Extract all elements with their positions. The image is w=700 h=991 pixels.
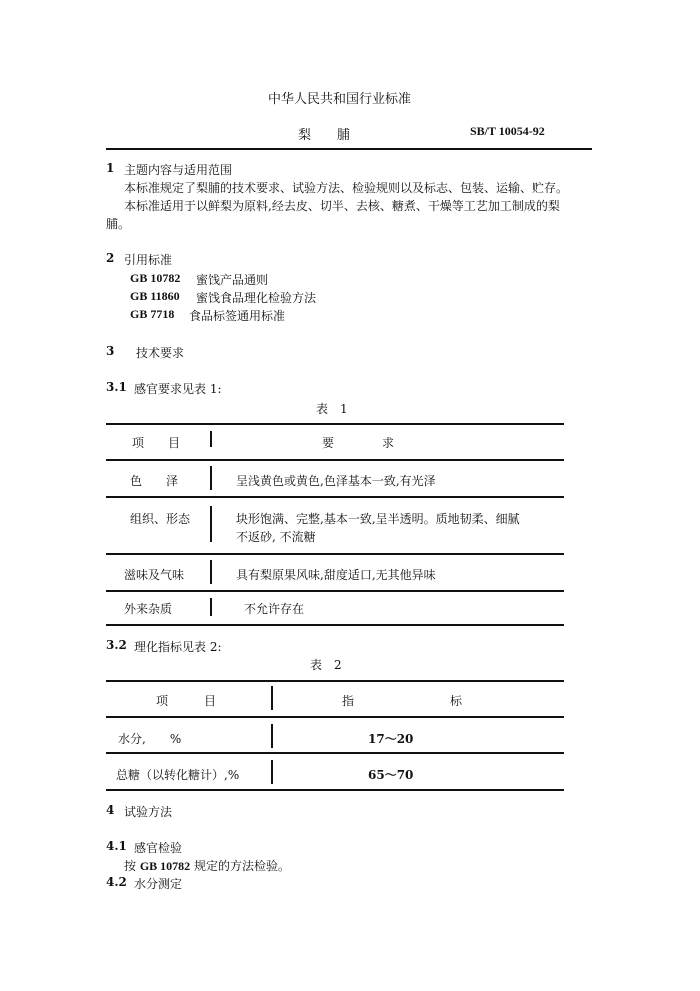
table-rule [106, 459, 564, 461]
standard-code: SB/T 10054-92 [470, 124, 545, 138]
section-4-number: 4 [106, 803, 115, 817]
table-1-head-item: 项 目 [132, 436, 181, 450]
section-3-1-number: 3.1 [106, 380, 127, 394]
section-3-1-text: 感官要求见表 1: [134, 382, 222, 396]
table-2-head-item: 项 目 [156, 694, 217, 708]
section-1-number: 1 [106, 161, 115, 175]
section-4-1-number: 4.1 [106, 839, 127, 853]
ref-code-inline: GB 10782 [139, 859, 191, 873]
table-cell-req: 呈浅黄色或黄色,色泽基本一致,有光泽 [236, 474, 436, 488]
table-rule [106, 624, 564, 626]
section-4-1-text [124, 857, 290, 874]
ref-code: GB 11860 [130, 289, 180, 303]
table-cell-item: 外来杂质 [124, 602, 173, 616]
section-4-1-title: 感官检验 [134, 841, 183, 855]
table-1-head-req: 要 求 [322, 436, 395, 450]
ref-code: GB 7718 [130, 307, 175, 321]
table-rule [106, 789, 564, 791]
text-pre: 按 [124, 859, 140, 873]
ref-name: 蜜饯产品通则 [196, 273, 269, 287]
section-1-title: 主题内容与适用范围 [124, 163, 233, 177]
section-4-2-number: 4.2 [106, 875, 127, 889]
section-3-2-text: 理化指标见表 2: [134, 640, 222, 654]
column-divider [271, 686, 273, 710]
document-title: 梨 脯 [298, 128, 351, 143]
table-rule [106, 716, 564, 718]
column-divider [271, 724, 273, 748]
table-rule [106, 423, 564, 425]
table-rule [106, 553, 564, 555]
table-2-head-val: 指 标 [342, 694, 463, 708]
table-rule [106, 590, 564, 592]
ref-name: 蜜饯食品理化检验方法 [196, 291, 317, 305]
table-cell-req: 不允许存在 [244, 602, 305, 616]
section-4-2-title: 水分测定 [134, 877, 183, 891]
table-cell-item: 滋味及气味 [124, 568, 185, 582]
section-4-title: 试验方法 [124, 805, 173, 819]
table-rule [106, 496, 564, 498]
section-1-para-2-cont: 脯。 [106, 217, 131, 231]
ref-name: 食品标签通用标准 [189, 309, 286, 323]
column-divider [210, 506, 212, 542]
text-post: 规定的方法检验。 [190, 859, 290, 873]
section-3-2-number: 3.2 [106, 638, 127, 652]
table-cell-item: 组织、形态 [130, 512, 191, 526]
table-cell-item: 水分, % [118, 732, 182, 746]
table-cell-req: 具有梨原果风味,甜度适口,无其他异味 [236, 568, 436, 582]
table-rule [106, 752, 564, 754]
table-cell-item: 总糖（以转化糖计）,% [116, 768, 240, 782]
table-cell-req-cont: 不返砂, 不流糖 [236, 530, 316, 544]
table-1-caption: 表 1 [316, 402, 348, 416]
header-rule [106, 148, 592, 150]
table-2-caption: 表 2 [310, 658, 342, 672]
column-divider [271, 760, 273, 784]
section-2-number: 2 [106, 251, 115, 265]
section-1-para-1: 本标准规定了梨脯的技术要求、试验方法、检验规则以及标志、包装、运输、贮存。 [124, 181, 569, 195]
section-3-number: 3 [106, 344, 115, 358]
table-cell-item: 色 泽 [130, 474, 179, 488]
table-rule [106, 680, 564, 682]
table-cell-value: 17～20 [368, 732, 414, 746]
column-divider [210, 560, 212, 584]
table-cell-req: 块形饱满、完整,基本一致,呈半透明。质地韧柔、细腻 [236, 512, 520, 526]
column-divider [210, 431, 212, 447]
section-1-para-2: 本标准适用于以鲜梨为原料,经去皮、切半、去核、糖煮、干燥等工艺加工制成的梨 [124, 199, 560, 213]
table-cell-value: 65～70 [368, 768, 414, 782]
ref-code: GB 10782 [130, 271, 181, 285]
column-divider [210, 466, 212, 490]
section-3-title: 技术要求 [136, 346, 185, 360]
section-2-title: 引用标准 [124, 253, 173, 267]
issuing-org: 中华人民共和国行业标准 [268, 92, 412, 107]
column-divider [210, 598, 212, 616]
